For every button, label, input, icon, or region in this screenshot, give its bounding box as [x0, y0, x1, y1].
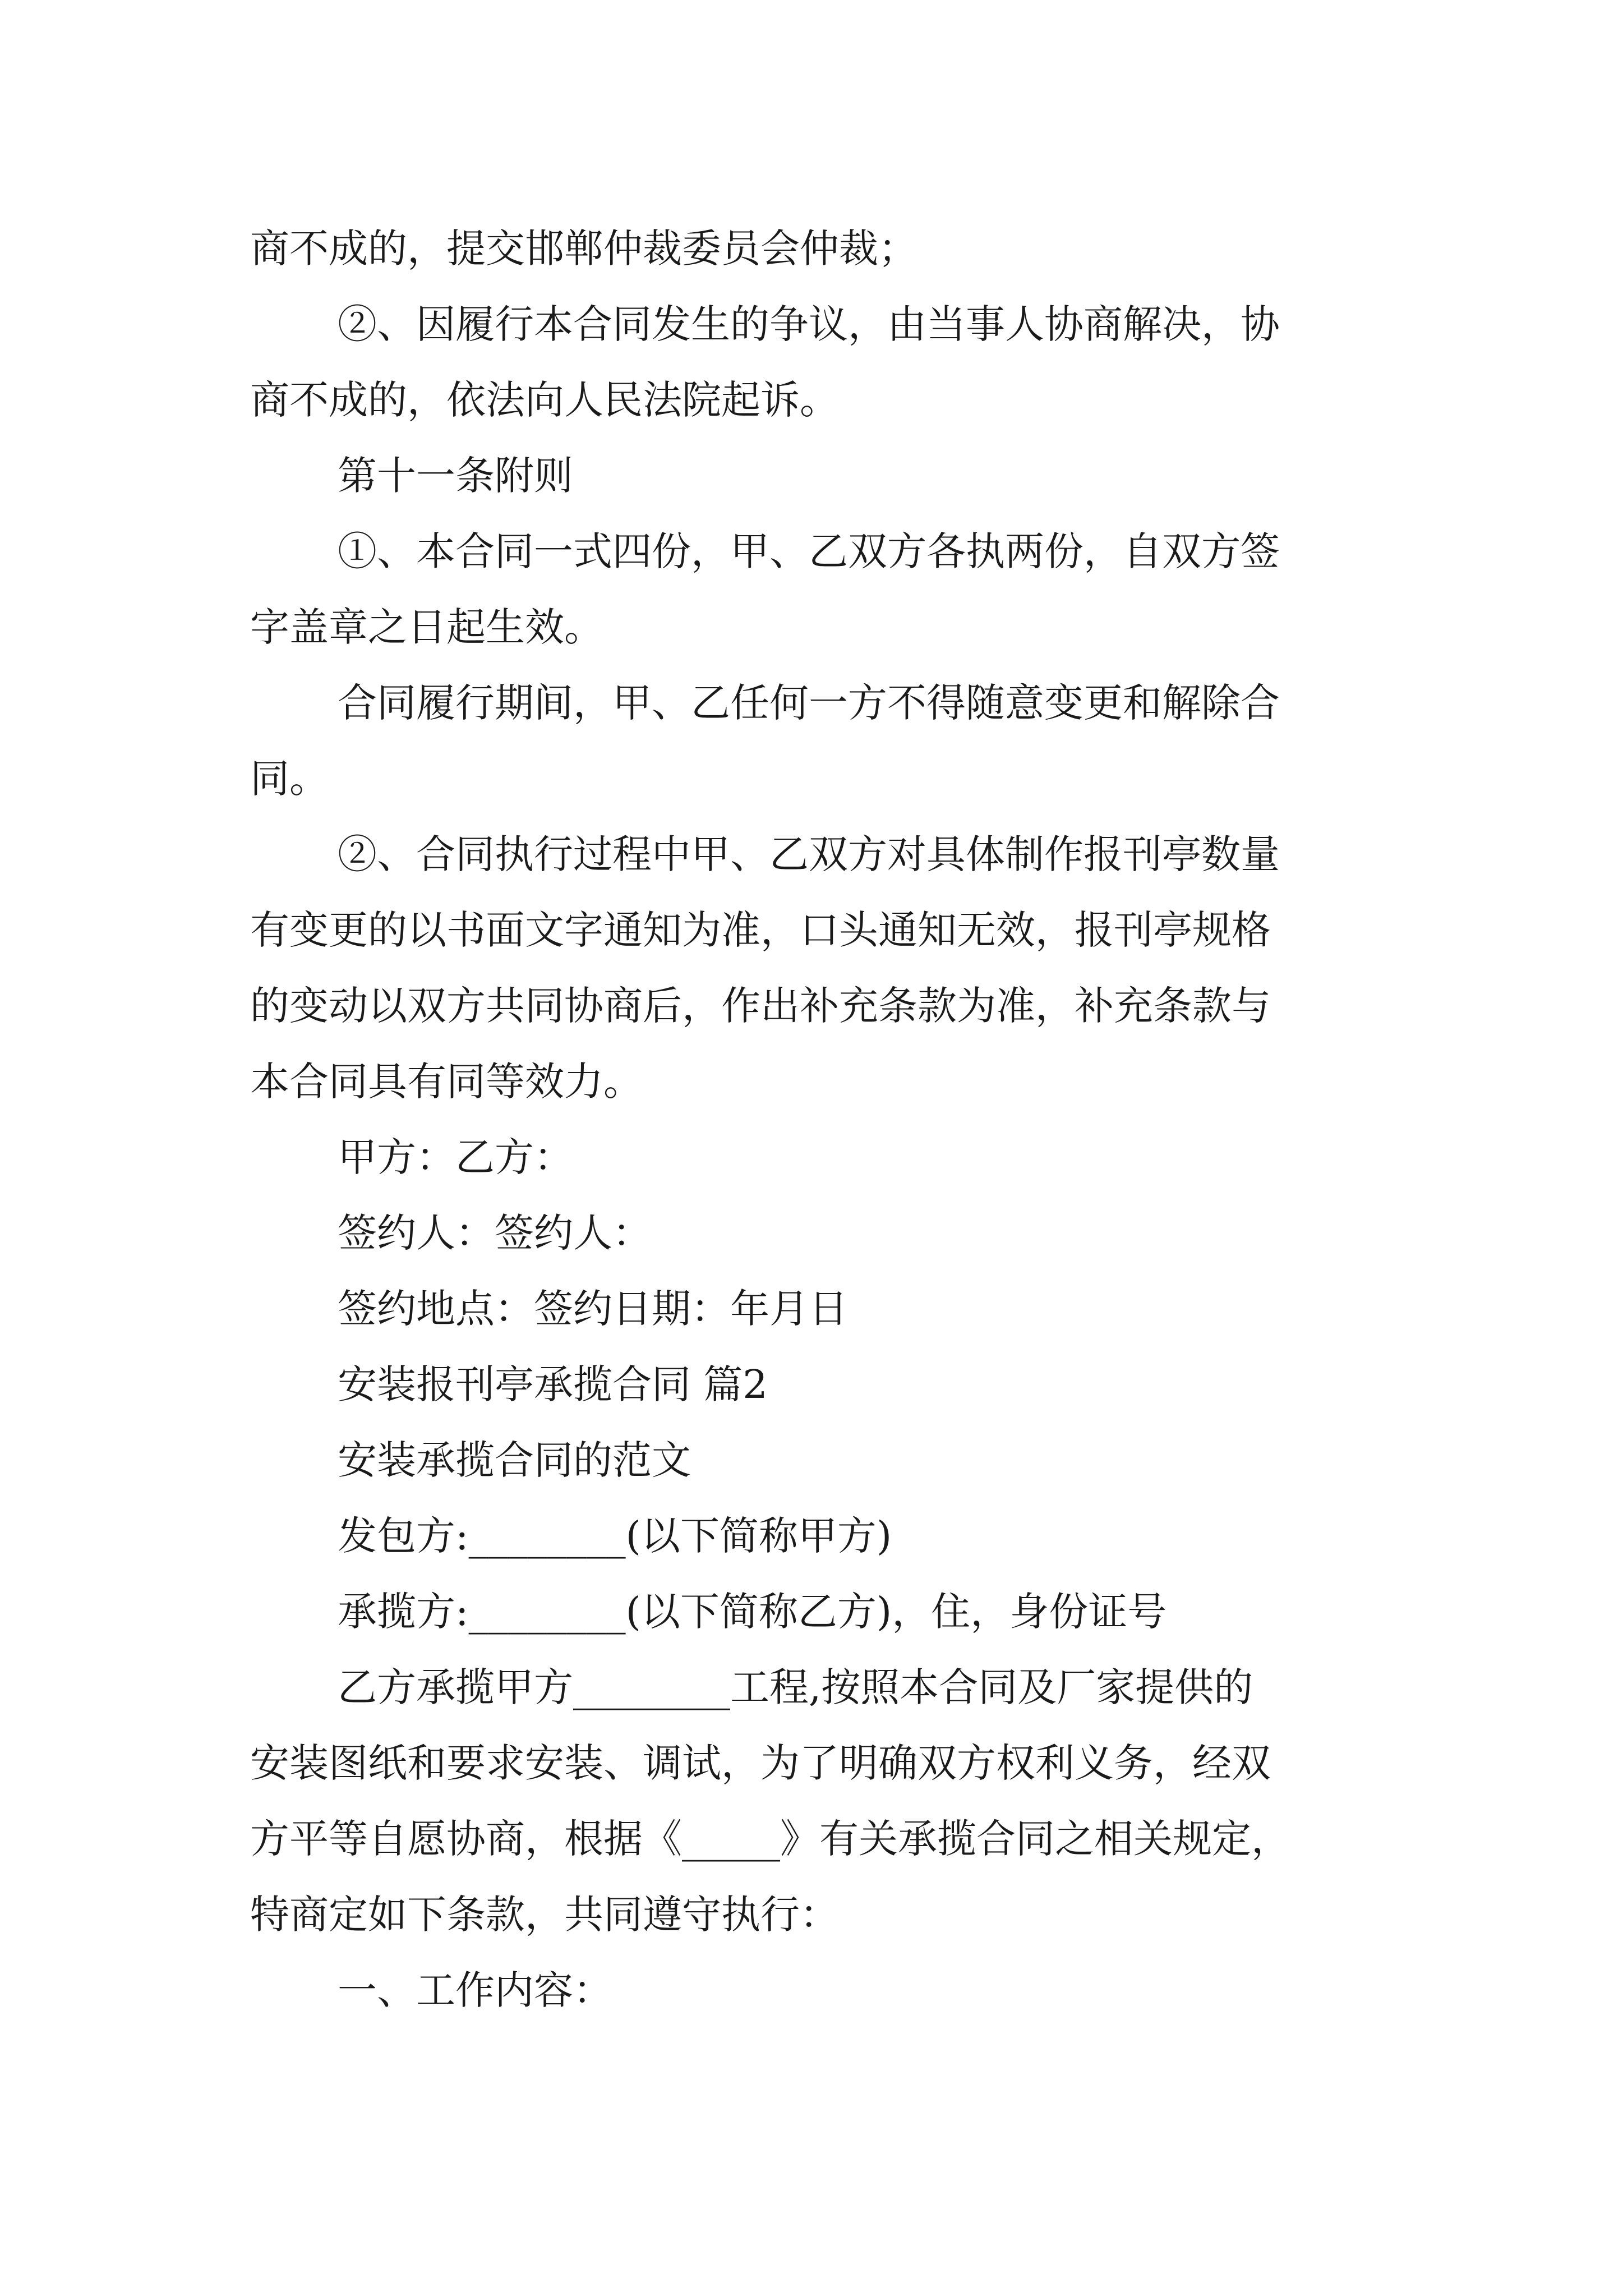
contractor-line: 承揽方:________(以下简称乙方)，住，身份证号: [338, 1589, 1167, 1635]
text-line: 有变更的以书面文字通知为准，口头通知无效，报刊亭规格: [250, 907, 1271, 953]
signatories: 签约人：签约人：: [338, 1210, 652, 1256]
text-line: 本合同具有同等效力。: [250, 1059, 643, 1105]
text-line: 乙方承揽甲方________工程,按照本合同及厂家提供的: [338, 1664, 1253, 1710]
text-line: 特商定如下条款，共同遵守执行：: [250, 1892, 839, 1938]
signature-parties: 甲方：乙方：: [338, 1134, 573, 1180]
text-line: 商不成的，提交邯郸仲裁委员会仲裁；: [250, 226, 917, 272]
text-line: 的变动以双方共同协商后，作出补充条款为准，补充条款与: [250, 983, 1271, 1029]
text-line: 同。: [250, 756, 329, 802]
text-line: 方平等自愿协商，根据《_____》有关承揽合同之相关规定，: [250, 1816, 1290, 1862]
text-line: 字盖章之日起生效。: [250, 604, 603, 650]
text-line: ①、本合同一式四份，甲、乙双方各执两份，自双方签: [338, 528, 1280, 574]
text-line: ②、合同执行过程中甲、乙双方对具体制作报刊亭数量: [338, 831, 1280, 877]
employer-line: 发包方:________(以下简称甲方): [338, 1513, 892, 1559]
document-subtitle: 安装承揽合同的范文: [338, 1437, 691, 1483]
section-heading: 第十一条附则: [338, 453, 573, 499]
text-line: 商不成的，依法向人民法院起诉。: [250, 377, 839, 423]
section-heading: 一、工作内容：: [338, 1967, 612, 2013]
signing-place-date: 签约地点：签约日期：年月日: [338, 1286, 848, 1332]
document-title: 安装报刊亭承揽合同 篇2: [338, 1361, 768, 1407]
text-line: ②、因履行本合同发生的争议，由当事人协商解决，协: [338, 301, 1280, 347]
text-line: 安装图纸和要求安装、调试，为了明确双方权利义务，经双: [250, 1740, 1271, 1786]
text-line: 合同履行期间，甲、乙任何一方不得随意变更和解除合: [338, 680, 1280, 726]
